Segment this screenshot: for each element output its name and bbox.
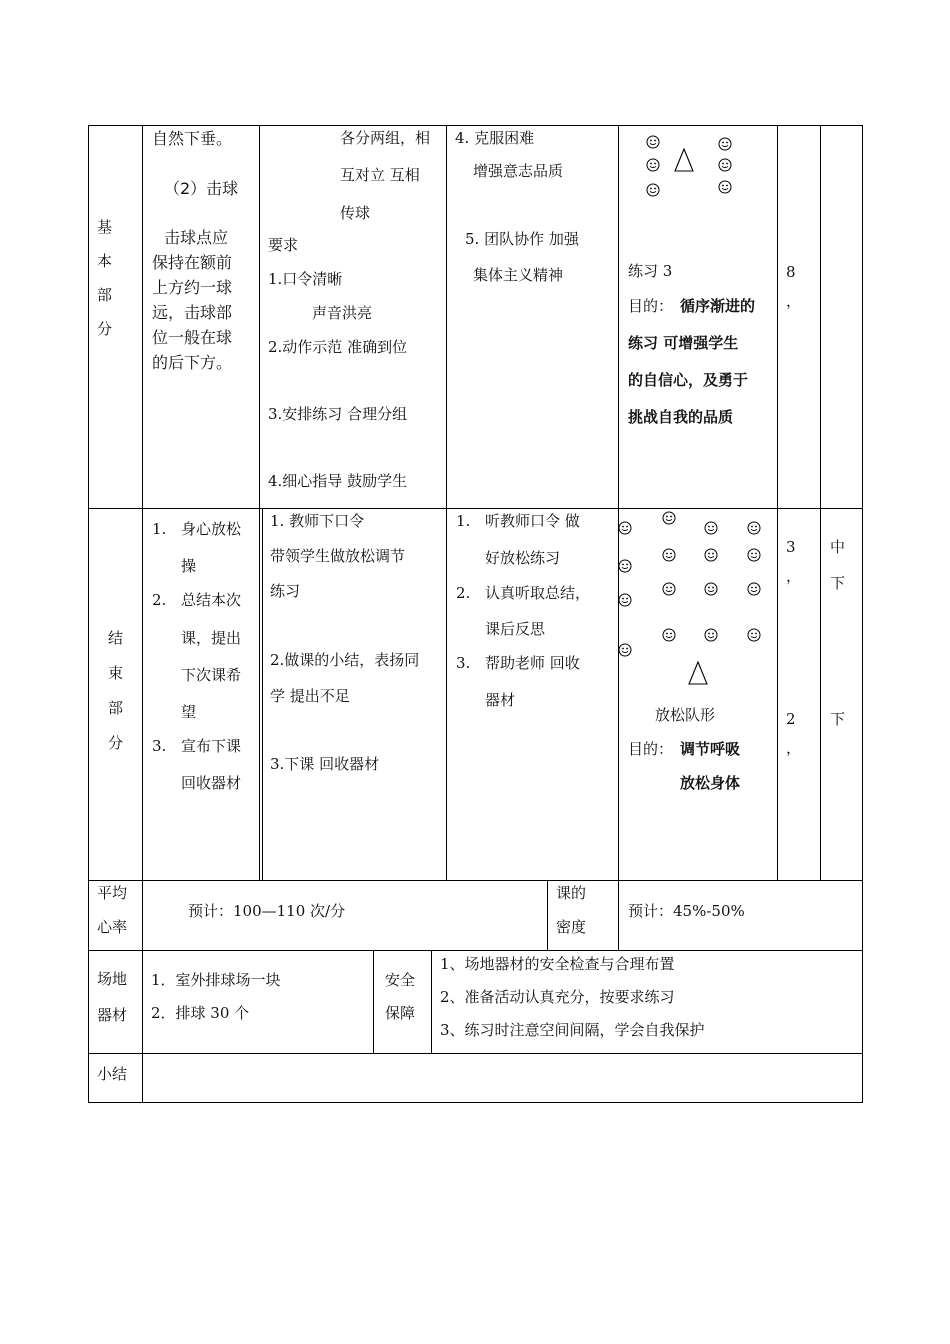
purpose-line: 练习 可增强学生 bbox=[628, 334, 739, 352]
heart-rate-value: 预计：100—110 次/分 bbox=[188, 902, 346, 920]
safety-label: 保障 bbox=[385, 1004, 416, 1022]
smiley-face-icon bbox=[618, 643, 632, 657]
smiley-face-icon bbox=[704, 628, 718, 642]
student-line: 4. 克服困难 bbox=[455, 129, 535, 147]
smiley-face-icon bbox=[747, 548, 761, 562]
smiley-face-icon bbox=[618, 521, 632, 535]
col-divider bbox=[142, 125, 143, 1103]
row-divider bbox=[88, 508, 863, 509]
intensity-char: 下 bbox=[830, 574, 846, 592]
student-line: 器材 bbox=[485, 691, 516, 709]
intensity-char: 中 bbox=[830, 538, 846, 556]
smiley-face-icon bbox=[662, 628, 676, 642]
smiley-face-icon bbox=[646, 135, 660, 149]
teacher-line: 3.安排练习 合理分组 bbox=[268, 405, 408, 423]
smiley-face-icon bbox=[747, 628, 761, 642]
teacher-line: 3.下课 回收器材 bbox=[270, 755, 380, 773]
student-line: 认真听取总结， bbox=[485, 584, 591, 602]
time-value: ， bbox=[786, 292, 802, 310]
student-num: 1. bbox=[456, 512, 471, 530]
content-line: （2）击球 bbox=[164, 179, 239, 198]
venue-label: 场地 bbox=[97, 970, 128, 988]
teacher-line: 要求 bbox=[268, 236, 299, 254]
content-num: 1. bbox=[152, 520, 167, 538]
section-label-char: 分 bbox=[97, 320, 113, 338]
smiley-face-icon bbox=[618, 559, 632, 573]
teacher-line: 带领学生做放松调节 bbox=[270, 547, 406, 565]
teacher-line: 1. 教师下口令 bbox=[270, 512, 365, 530]
row-divider bbox=[88, 1053, 863, 1054]
purpose-line: 循序渐进的 bbox=[680, 297, 756, 315]
purpose-line: 放松身体 bbox=[680, 774, 741, 792]
section-label-char: 束 bbox=[108, 664, 124, 682]
smiley-face-icon bbox=[747, 582, 761, 596]
section-label-char: 部 bbox=[97, 286, 113, 304]
student-line: 集体主义精神 bbox=[473, 266, 564, 284]
density-label: 密度 bbox=[556, 918, 587, 936]
equipment-item: 1．室外排球场一块 bbox=[151, 971, 281, 989]
heart-rate-label: 心率 bbox=[97, 918, 128, 936]
purpose-prefix: 目的： bbox=[628, 297, 674, 315]
content-line: 的后下方。 bbox=[152, 353, 233, 372]
col-divider bbox=[618, 125, 619, 950]
teacher-line: 2.做课的小结，表扬同 bbox=[270, 651, 420, 669]
section-label-char: 部 bbox=[108, 699, 124, 717]
density-value: 预计：45%-50% bbox=[628, 902, 745, 920]
formation-label: 放松队形 bbox=[655, 706, 716, 724]
teacher-line: 4.细心指导 鼓励学生 bbox=[268, 472, 408, 490]
safety-item: 2、准备活动认真充分，按要求练习 bbox=[440, 988, 675, 1006]
teacher-line: 2.动作示范 准确到位 bbox=[268, 338, 408, 356]
content-line: 操 bbox=[181, 557, 197, 575]
smiley-face-icon bbox=[718, 180, 732, 194]
col-divider bbox=[373, 950, 374, 1053]
student-num: 2. bbox=[456, 584, 471, 602]
content-line: 自然下垂。 bbox=[152, 129, 233, 148]
student-line: 增强意志品质 bbox=[473, 162, 564, 180]
heart-rate-label: 平均 bbox=[97, 884, 128, 902]
content-line: 远，击球部 bbox=[152, 303, 233, 322]
content-line: 身心放松 bbox=[181, 520, 242, 538]
safety-label: 安全 bbox=[385, 971, 416, 989]
content-line: 课，提出 bbox=[181, 629, 242, 647]
section-label-char: 结 bbox=[108, 629, 124, 647]
student-line: 听教师口令 做 bbox=[485, 512, 580, 530]
row-divider bbox=[88, 880, 863, 881]
content-line: 保持在额前 bbox=[152, 253, 233, 272]
student-num: 3. bbox=[456, 654, 471, 672]
col-divider bbox=[259, 125, 260, 880]
purpose-prefix: 目的： bbox=[628, 740, 674, 758]
smiley-face-icon bbox=[747, 521, 761, 535]
section-label-char: 本 bbox=[97, 252, 113, 270]
content-line: 上方约一球 bbox=[152, 278, 233, 297]
student-line: 帮助老师 回收 bbox=[485, 654, 580, 672]
col-divider bbox=[777, 125, 778, 880]
teacher-line: 传球 bbox=[340, 204, 371, 222]
time-value: ， bbox=[786, 567, 802, 585]
smiley-face-icon bbox=[704, 521, 718, 535]
col-divider bbox=[820, 125, 821, 880]
col-divider bbox=[547, 880, 548, 950]
time-value: 8 bbox=[786, 263, 796, 281]
safety-item: 1、场地器材的安全检查与合理布置 bbox=[440, 955, 675, 973]
content-line: 位一般在球 bbox=[152, 328, 233, 347]
purpose-line: 调节呼吸 bbox=[680, 740, 741, 758]
teacher-line: 声音洪亮 bbox=[312, 304, 373, 322]
smiley-face-icon bbox=[704, 582, 718, 596]
time-value: ， bbox=[786, 739, 802, 757]
teacher-line: 互对立 互相 bbox=[340, 166, 420, 184]
smiley-face-icon bbox=[704, 548, 718, 562]
col-divider bbox=[446, 125, 447, 880]
intensity-char: 下 bbox=[830, 710, 846, 728]
triangle-icon bbox=[674, 148, 694, 172]
teacher-line: 各分两组，相 bbox=[340, 129, 431, 147]
col-divider bbox=[431, 950, 432, 1053]
teacher-line: 1.口令清晰 bbox=[268, 270, 343, 288]
student-line: 5. 团队协作 加强 bbox=[465, 230, 579, 248]
content-line: 击球点应 bbox=[164, 228, 229, 247]
content-line: 望 bbox=[181, 703, 197, 721]
venue-label: 器材 bbox=[97, 1006, 128, 1024]
content-line: 回收器材 bbox=[181, 774, 242, 792]
content-num: 2. bbox=[152, 591, 167, 609]
content-num: 3. bbox=[152, 737, 167, 755]
student-line: 好放松练习 bbox=[485, 549, 561, 567]
time-value: 2 bbox=[786, 710, 796, 728]
content-line: 总结本次 bbox=[181, 591, 242, 609]
smiley-face-icon bbox=[646, 183, 660, 197]
safety-item: 3、练习时注意空间间隔，学会自我保护 bbox=[440, 1021, 705, 1039]
content-line: 宣布下课 bbox=[181, 737, 242, 755]
content-line: 下次课希 bbox=[181, 666, 242, 684]
equipment-item: 2．排球 30 个 bbox=[151, 1004, 250, 1022]
teacher-line: 练习 bbox=[270, 582, 301, 600]
density-label: 课的 bbox=[556, 884, 587, 902]
practice-label: 练习 3 bbox=[628, 262, 673, 280]
smiley-face-icon bbox=[718, 158, 732, 172]
smiley-face-icon bbox=[662, 548, 676, 562]
student-line: 课后反思 bbox=[485, 620, 546, 638]
time-value: 3 bbox=[786, 538, 796, 556]
section-label-char: 基 bbox=[97, 218, 113, 236]
teacher-line: 学 提出不足 bbox=[270, 687, 350, 705]
triangle-icon bbox=[688, 661, 708, 685]
purpose-line: 挑战自我的品质 bbox=[628, 408, 734, 426]
smiley-face-icon bbox=[662, 511, 676, 525]
summary-label: 小结 bbox=[97, 1065, 128, 1083]
smiley-face-icon bbox=[646, 158, 660, 172]
smiley-face-icon bbox=[718, 137, 732, 151]
smiley-face-icon bbox=[662, 582, 676, 596]
col-divider bbox=[262, 508, 263, 880]
section-label-char: 分 bbox=[108, 734, 124, 752]
row-divider bbox=[88, 950, 863, 951]
purpose-line: 的自信心，及勇于 bbox=[628, 371, 749, 389]
smiley-face-icon bbox=[618, 593, 632, 607]
